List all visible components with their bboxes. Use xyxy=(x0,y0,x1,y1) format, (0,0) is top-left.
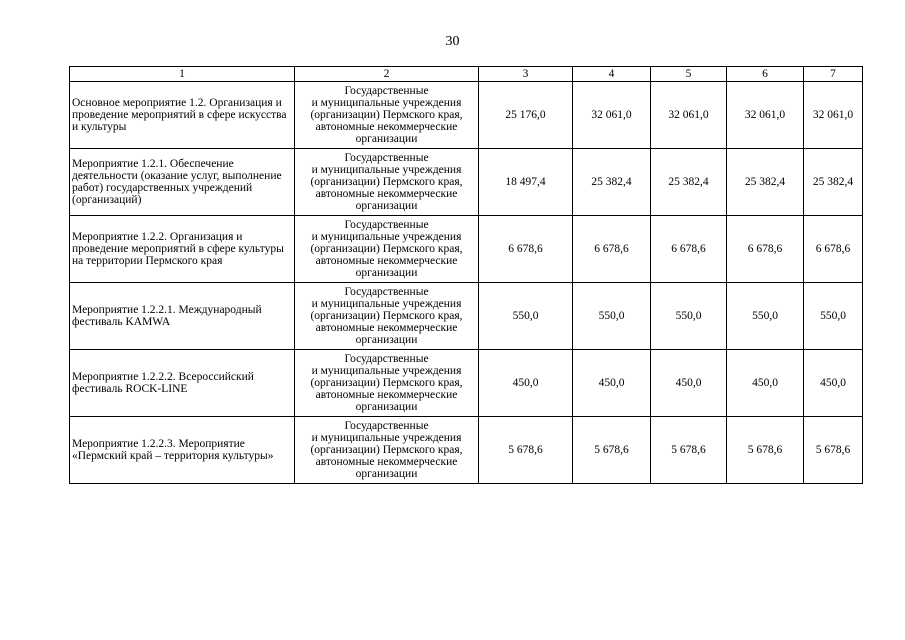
value-cell: 5 678,6 xyxy=(573,417,651,484)
value-cell: 6 678,6 xyxy=(804,216,863,283)
column-number: 6 xyxy=(727,67,804,82)
executor-cell xyxy=(295,350,479,417)
column-number-row xyxy=(70,67,863,82)
table-row xyxy=(70,149,863,216)
executor-line: автономные некоммерческие xyxy=(315,188,458,200)
activity-name: Основное мероприятие 1.2. Организация и проведение мероприятий в сфере искусства и культуры xyxy=(70,82,295,149)
executor-line: (организации) Пермского края, xyxy=(310,109,463,121)
executor-line: и муниципальные учреждения xyxy=(311,298,462,310)
value-cell: 25 382,4 xyxy=(804,149,863,216)
executor-line: Государственные xyxy=(344,353,429,365)
executor-line: Государственные xyxy=(344,420,429,432)
value-cell: 450,0 xyxy=(651,350,727,417)
executor-cell xyxy=(295,82,479,149)
column-number: 3 xyxy=(479,67,573,82)
value-cell: 32 061,0 xyxy=(727,82,804,149)
executor-line: Государственные xyxy=(344,286,429,298)
value-cell: 6 678,6 xyxy=(479,216,573,283)
executor-line: (организации) Пермского края, xyxy=(310,377,463,389)
budget-table xyxy=(69,66,863,484)
table-row xyxy=(70,216,863,283)
activity-name: Мероприятие 1.2.1. Обеспечение деятельности (оказание услуг, выполнение работ) государственных учреждений (организаций) xyxy=(70,149,295,216)
activity-name: Мероприятие 1.2.2.2. Всероссийский фестиваль ROCK-LINE xyxy=(70,350,295,417)
executor-line: организации xyxy=(355,468,418,480)
executor-cell xyxy=(295,216,479,283)
value-cell: 32 061,0 xyxy=(651,82,727,149)
value-cell: 550,0 xyxy=(479,283,573,350)
executor-line: организации xyxy=(355,200,418,212)
value-cell: 450,0 xyxy=(573,350,651,417)
value-cell: 32 061,0 xyxy=(573,82,651,149)
executor-line: организации xyxy=(355,133,418,145)
activity-name: Мероприятие 1.2.2. Организация и проведение мероприятий в сфере культуры на территории Пермского края xyxy=(70,216,295,283)
activity-name: Мероприятие 1.2.2.1. Международный фестиваль KAMWA xyxy=(70,283,295,350)
value-cell: 550,0 xyxy=(651,283,727,350)
value-cell: 6 678,6 xyxy=(573,216,651,283)
executor-line: организации xyxy=(355,401,418,413)
executor-line: и муниципальные учреждения xyxy=(311,231,462,243)
executor-line: и муниципальные учреждения xyxy=(311,97,462,109)
value-cell: 5 678,6 xyxy=(727,417,804,484)
column-number: 7 xyxy=(804,67,863,82)
executor-line: и муниципальные учреждения xyxy=(311,164,462,176)
value-cell: 25 382,4 xyxy=(651,149,727,216)
executor-line: организации xyxy=(355,267,418,279)
column-number: 1 xyxy=(70,67,295,82)
value-cell: 550,0 xyxy=(573,283,651,350)
value-cell: 550,0 xyxy=(727,283,804,350)
value-cell: 18 497,4 xyxy=(479,149,573,216)
executor-line: автономные некоммерческие xyxy=(315,456,458,468)
executor-line: (организации) Пермского края, xyxy=(310,176,463,188)
column-number: 2 xyxy=(295,67,479,82)
executor-cell xyxy=(295,417,479,484)
executor-line: Государственные xyxy=(344,219,429,231)
executor-line: организации xyxy=(355,334,418,346)
executor-line: и муниципальные учреждения xyxy=(311,365,462,377)
executor-line: Государственные xyxy=(344,152,429,164)
value-cell: 32 061,0 xyxy=(804,82,863,149)
executor-line: (организации) Пермского края, xyxy=(310,310,463,322)
executor-line: автономные некоммерческие xyxy=(315,389,458,401)
executor-line: (организации) Пермского края, xyxy=(310,444,463,456)
value-cell: 550,0 xyxy=(804,283,863,350)
table-row xyxy=(70,417,863,484)
value-cell: 6 678,6 xyxy=(727,216,804,283)
activity-name: Мероприятие 1.2.2.3. Мероприятие «Пермский край – территория культуры» xyxy=(70,417,295,484)
executor-line: автономные некоммерческие xyxy=(315,322,458,334)
executor-line: Государственные xyxy=(344,85,429,97)
value-cell: 5 678,6 xyxy=(479,417,573,484)
table-row xyxy=(70,82,863,149)
column-number: 5 xyxy=(651,67,727,82)
value-cell: 450,0 xyxy=(804,350,863,417)
executor-line: (организации) Пермского края, xyxy=(310,243,463,255)
column-number: 4 xyxy=(573,67,651,82)
executor-cell xyxy=(295,149,479,216)
value-cell: 25 176,0 xyxy=(479,82,573,149)
executor-line: автономные некоммерческие xyxy=(315,255,458,267)
value-cell: 450,0 xyxy=(479,350,573,417)
executor-line: и муниципальные учреждения xyxy=(311,432,462,444)
executor-line: автономные некоммерческие xyxy=(315,121,458,133)
value-cell: 6 678,6 xyxy=(651,216,727,283)
table-row xyxy=(70,283,863,350)
value-cell: 5 678,6 xyxy=(804,417,863,484)
value-cell: 5 678,6 xyxy=(651,417,727,484)
table-row xyxy=(70,350,863,417)
executor-cell xyxy=(295,283,479,350)
page-number: 30 xyxy=(445,34,460,49)
value-cell: 450,0 xyxy=(727,350,804,417)
value-cell: 25 382,4 xyxy=(573,149,651,216)
value-cell: 25 382,4 xyxy=(727,149,804,216)
